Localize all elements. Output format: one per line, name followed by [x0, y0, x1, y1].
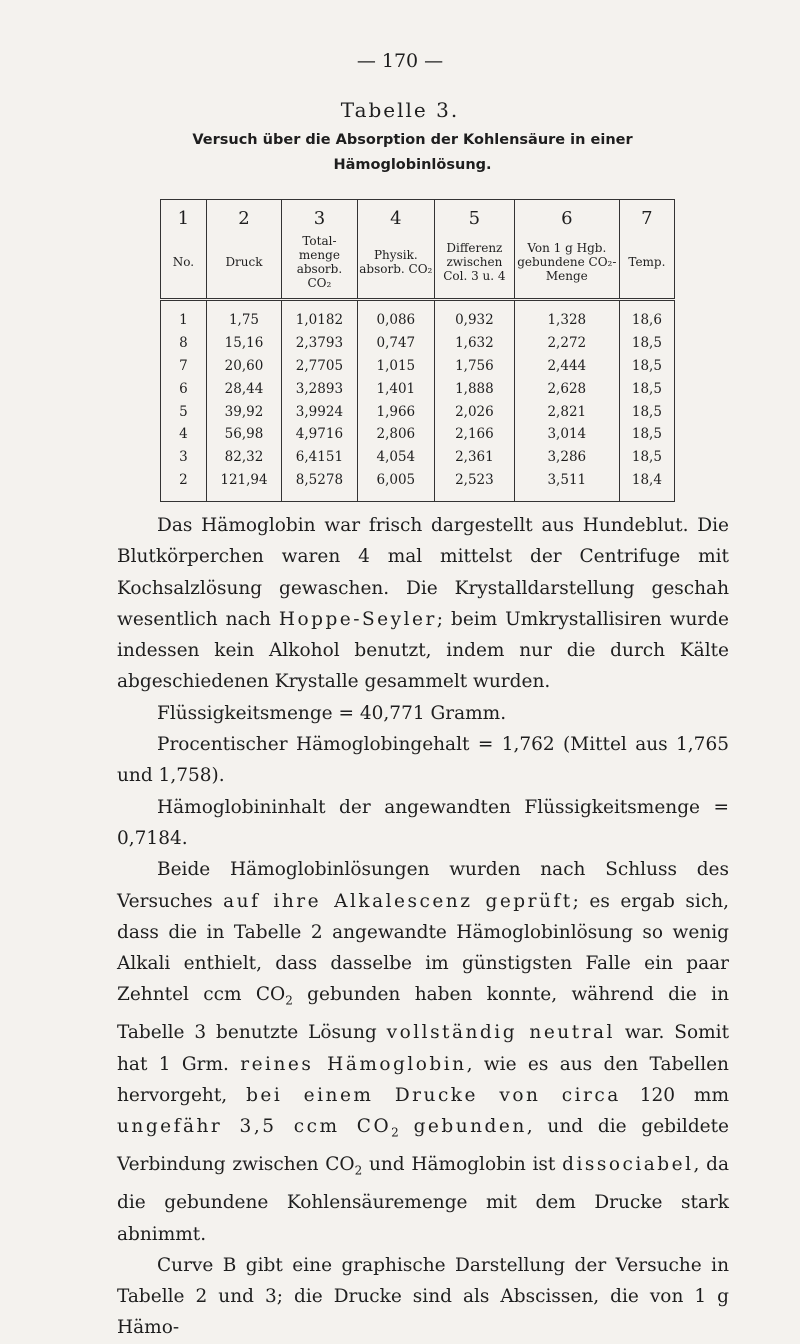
paragraph [117, 510, 729, 698]
col-header: Physik. absorb. CO₂ [357, 226, 434, 300]
table-row [161, 400, 675, 423]
table-cell: 2,7705 [282, 355, 357, 378]
text-run: 120 mm [639, 1085, 729, 1107]
emphasis: auf ihre Alkalescenz geprüft [223, 890, 573, 912]
col-number: 1 [161, 200, 207, 227]
table-cell: 1 [161, 300, 207, 332]
text-run: ; beim Umkrystallisiren wurde indessen kein Alkohol benutzt, indem nur die durch Kälte abgeschiedenen Krystalle gesammelt wurden. [117, 608, 729, 693]
col-number: 5 [435, 200, 515, 227]
col-header: Total-menge absorb. CO₂ [282, 226, 357, 300]
text-run: ; es ergab sich, dass die in Tabelle 2 angewandte Hämoglobinlösung so wenig Alkali enthielt, dass dasselbe im günstigsten Falle ein paar Zehntel ccm CO [117, 890, 729, 1006]
table-cell: 18,5 [619, 355, 674, 378]
table-row [161, 446, 675, 469]
table-cell: 4,054 [357, 446, 434, 469]
table-cell: 5 [161, 400, 207, 423]
table-cell: 3 [161, 446, 207, 469]
table-cell: 28,44 [206, 377, 281, 400]
table-row [161, 469, 675, 502]
page-number: — 170 — [356, 50, 444, 72]
col-number: 3 [282, 200, 357, 227]
table-cell: 3,9924 [282, 400, 357, 423]
table-cell: 8 [161, 332, 207, 355]
table-cell: 2,444 [514, 355, 619, 378]
paragraph [117, 854, 729, 1250]
table-cell: 8,5278 [282, 469, 357, 502]
table-cell: 2 [161, 469, 207, 502]
text-run: , da die gebundene Kohlensäuremenge mit dem Drucke stark abnimmt. [117, 1154, 730, 1245]
subscript: 2 [391, 1126, 399, 1141]
table-cell: 121,94 [206, 469, 281, 502]
col-number: 6 [514, 200, 619, 227]
table-cell: 18,5 [619, 400, 674, 423]
table-cell: 6 [161, 377, 207, 400]
table-cell: 4 [161, 423, 207, 446]
column-number-row [161, 200, 675, 227]
table-cell: 1,632 [435, 332, 515, 355]
emphasis: gebunden [413, 1116, 527, 1138]
table-cell: 2,821 [514, 400, 619, 423]
table-cell: 4,9716 [282, 423, 357, 446]
text-run: Beide Hämoglobinlösungen wurden nach Schluss des Versuches [117, 859, 729, 912]
col-header: Differenz zwischen Col. 3 u. 4 [435, 226, 515, 300]
text-run: war. Somit hat 1 Grm. [117, 1022, 729, 1075]
table-cell: 18,4 [619, 469, 674, 502]
text-run: Das Hämoglobin war frisch dargestellt aus Hundeblut. Die Blutkörperchen waren 4 mal mittelst der Centrifuge mit Kochsalzlösung gewaschen. Die Krystalldarstellung geschah wesentlich nach [117, 515, 729, 630]
paragraph: Curve B gibt eine graphische Darstellung der Versuche in Tabelle 2 und 3; die Drucke sind als Abscissen, die von 1 g Hämo- [117, 1254, 729, 1339]
table-cell: 3,2893 [282, 377, 357, 400]
table-cell: 18,5 [619, 332, 674, 355]
table-row [161, 355, 675, 378]
table-cell: 3,286 [514, 446, 619, 469]
text-run: gebunden haben konnte, während die in Tabelle 3 benutzte Lösung [117, 984, 729, 1044]
text-run: , und die gebildete Verbindung zwischen CO [117, 1116, 729, 1176]
table-cell: 1,888 [435, 377, 515, 400]
table-cell: 0,747 [357, 332, 434, 355]
subscript: 2 [285, 994, 293, 1009]
table-row [161, 423, 675, 446]
table-cell: 1,756 [435, 355, 515, 378]
table-cell: 82,32 [206, 446, 281, 469]
table-cell: 1,966 [357, 400, 434, 423]
table-cell: 2,3793 [282, 332, 357, 355]
table-cell: 2,628 [514, 377, 619, 400]
table-cell: 1,401 [357, 377, 434, 400]
table-cell: 0,086 [357, 300, 434, 332]
author-name: Hoppe-Seyler [278, 608, 437, 630]
data-table [160, 199, 675, 502]
paragraph: Flüssigkeitsmenge = 40,771 Gramm. [157, 702, 507, 724]
table-row [161, 332, 675, 355]
text-run: und Hämoglobin ist [362, 1154, 556, 1176]
table-cell: 56,98 [206, 423, 281, 446]
emphasis: vollständig neutral [386, 1022, 615, 1044]
emphasis: reines Hämoglobin [240, 1053, 467, 1075]
table-cell: 6,4151 [282, 446, 357, 469]
table-cell: 3,511 [514, 469, 619, 502]
table-cell: 18,5 [619, 423, 674, 446]
emphasis: bei einem Drucke von circa [246, 1085, 621, 1107]
table-cell: 15,16 [206, 332, 281, 355]
table-cell: 7 [161, 355, 207, 378]
table-cell: 0,932 [435, 300, 515, 332]
col-number: 4 [357, 200, 434, 227]
table-cell: 1,0182 [282, 300, 357, 332]
emphasis: dissociabel [562, 1154, 694, 1176]
col-number: 2 [206, 200, 281, 227]
column-header-row [161, 226, 675, 300]
table-cell: 2,272 [514, 332, 619, 355]
table-cell: 20,60 [206, 355, 281, 378]
table-row [161, 377, 675, 400]
table-caption: Versuch über die Absorption der Kohlensäure in einer Hämoglobinlösung. [192, 132, 633, 173]
table-cell: 1,75 [206, 300, 281, 332]
table-cell: 1,328 [514, 300, 619, 332]
table-cell: 2,361 [435, 446, 515, 469]
table-row [161, 300, 675, 332]
body-text [117, 510, 729, 1344]
table-cell: 18,6 [619, 300, 674, 332]
text-run: , wie es aus den Tabellen hervorgeht, [117, 1053, 729, 1107]
table-cell: 2,523 [435, 469, 515, 502]
col-number: 7 [619, 200, 674, 227]
table-cell: 6,005 [357, 469, 434, 502]
table-cell: 18,5 [619, 446, 674, 469]
paragraph: Procentischer Hämoglobingehalt = 1,762 (Mittel aus 1,765 und 1,758). [117, 734, 729, 787]
col-header: Temp. [619, 226, 674, 300]
table-title: Tabelle 3. [340, 98, 460, 122]
col-header: No. [161, 226, 207, 300]
table-cell: 1,015 [357, 355, 434, 378]
table-cell: 18,5 [619, 377, 674, 400]
table-cell: 2,026 [435, 400, 515, 423]
col-header: Druck [206, 226, 281, 300]
emphasis: ungefähr 3,5 ccm CO [117, 1116, 392, 1138]
table-cell: 39,92 [206, 400, 281, 423]
subscript: 2 [354, 1164, 363, 1178]
table-cell: 2,166 [435, 423, 515, 446]
paragraph: Hämoglobininhalt der angewandten Flüssigkeitsmenge = 0,7184. [117, 796, 729, 849]
col-header: Von 1 g Hgb. gebundene CO₂-Menge [514, 226, 619, 300]
table-cell: 2,806 [357, 423, 434, 446]
table-cell: 3,014 [514, 423, 619, 446]
